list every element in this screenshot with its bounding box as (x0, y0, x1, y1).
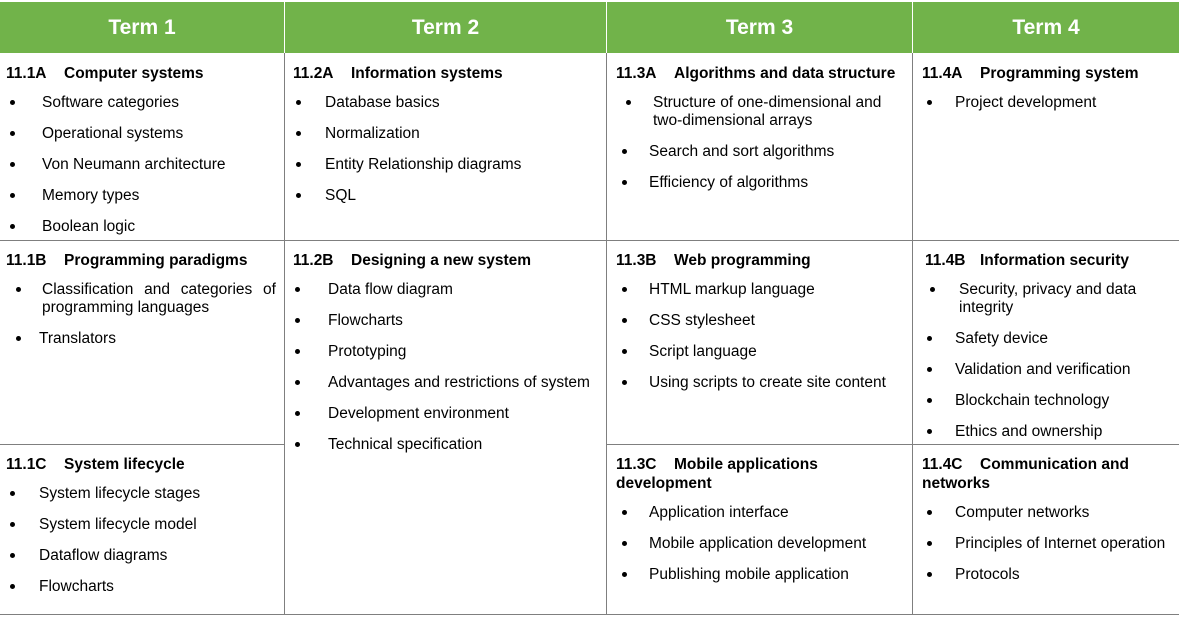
list-item (925, 281, 1177, 317)
bullet-icon (622, 380, 627, 385)
section-11-4b (925, 251, 1177, 454)
list-item (616, 343, 908, 361)
header-term-2 (285, 2, 606, 53)
section-name: Designing a new system (351, 252, 532, 269)
section-11-3a (616, 64, 908, 205)
header-term-4 (913, 2, 1179, 53)
bullet-icon (927, 541, 932, 546)
section-name: System lifecycle (64, 456, 185, 473)
list-item-text: Database basics (325, 94, 440, 111)
list-item-text: Application interface (649, 504, 789, 521)
bullet-icon (296, 100, 301, 105)
section-title (293, 251, 603, 270)
section-name: Programming system (980, 65, 1139, 82)
list-item-text: Security, privacy and data integrity (959, 281, 1137, 316)
header-term-3-label: Term 3 (725, 15, 794, 39)
list-item-text: Flowcharts (39, 578, 114, 595)
list-item-text: Mobile application development (649, 535, 867, 552)
list-item (6, 218, 276, 236)
list-item (6, 187, 276, 205)
list-item (6, 156, 276, 174)
section-name: Programming paradigms (64, 252, 248, 269)
list-item-text: Entity Relationship diagrams (325, 156, 522, 173)
bullet-icon (10, 131, 15, 136)
section-title (922, 455, 1152, 493)
header-divider-2 (606, 2, 607, 53)
bullet-icon (295, 318, 300, 323)
bullet-icon (622, 541, 627, 546)
bullet-icon (622, 287, 627, 292)
section-name: Computer systems (64, 65, 204, 82)
header-term-3 (607, 2, 912, 53)
list-item-text: Validation and verification (955, 361, 1131, 378)
list-item (925, 423, 1177, 441)
section-code: 11.4C (922, 456, 963, 473)
bullet-icon (10, 522, 15, 527)
section-code: 11.1C (6, 456, 47, 473)
list-item-text: Flowcharts (328, 312, 403, 329)
list-item-text: Computer networks (955, 504, 1090, 521)
bullet-icon (10, 193, 15, 198)
section-code: 11.3C (616, 456, 657, 473)
list-item-text: Script language (649, 343, 757, 360)
section-code: 11.1B (6, 252, 47, 269)
list-item-text: Boolean logic (42, 218, 136, 235)
list-item-text: Technical specification (328, 436, 483, 453)
header-divider-1 (284, 2, 285, 53)
bullet-icon (296, 193, 301, 198)
list-item (925, 392, 1177, 410)
section-title (616, 251, 908, 270)
section-11-4a (922, 64, 1176, 125)
list-item (6, 94, 276, 112)
bullet-icon (10, 491, 15, 496)
column-divider-3 (912, 2, 913, 615)
list-item (293, 405, 603, 423)
list-item (616, 566, 908, 584)
bullet-icon (10, 553, 15, 558)
list-item (616, 281, 908, 299)
section-11-1b (6, 251, 276, 361)
list-item (6, 547, 276, 565)
list-item-text: System lifecycle stages (39, 485, 201, 502)
list-item (922, 535, 1177, 553)
list-item (6, 125, 276, 143)
list-item (925, 361, 1177, 379)
bullet-icon (930, 287, 935, 292)
section-title (293, 64, 601, 83)
section-name: Web programming (674, 252, 811, 269)
section-code: 11.2B (293, 252, 334, 269)
list-item-text: Safety device (955, 330, 1049, 347)
bullet-icon (16, 336, 21, 341)
list-item-text: Classification and categories of programming languages (42, 281, 276, 316)
list-item-text: Efficiency of algorithms (649, 174, 809, 191)
list-item (6, 330, 276, 348)
header-term-4-label: Term 4 (1012, 15, 1080, 39)
list-item (922, 94, 1176, 112)
list-item (6, 485, 276, 503)
bullet-icon (927, 510, 932, 515)
list-item (293, 312, 603, 330)
section-code: 11.4A (922, 65, 963, 82)
list-item-text: Von Neumann architecture (42, 156, 226, 173)
list-item (293, 374, 603, 392)
list-item-text: Dataflow diagrams (39, 547, 168, 564)
list-item (616, 94, 908, 130)
list-item (616, 312, 908, 330)
column-divider-2 (606, 2, 607, 615)
list-item-text: Operational systems (42, 125, 184, 142)
list-item-text: Software categories (42, 94, 179, 111)
list-item-text: System lifecycle model (39, 516, 197, 533)
list-item-text: Normalization (325, 125, 420, 142)
list-item-text: Advantages and restrictions of system (328, 374, 590, 391)
table-bottom-border (0, 614, 1179, 615)
bullet-icon (622, 510, 627, 515)
section-code: 11.1A (6, 65, 47, 82)
bullet-icon (296, 131, 301, 136)
section-title (6, 455, 276, 474)
list-item (293, 187, 601, 205)
bullet-icon (622, 572, 627, 577)
section-11-2a (293, 64, 601, 218)
bullet-icon (10, 584, 15, 589)
list-item-text: Principles of Internet operation (955, 535, 1166, 552)
bullet-icon (927, 336, 932, 341)
section-code: 11.4B (925, 252, 966, 269)
list-item-text: Data flow diagram (328, 281, 453, 298)
bullet-icon (295, 442, 300, 447)
bullet-icon (16, 287, 21, 292)
list-item (6, 281, 276, 317)
section-name: Communication and networks (922, 456, 1129, 492)
list-item (293, 125, 601, 143)
section-title (6, 251, 276, 270)
bullet-icon (10, 224, 15, 229)
list-item-text: HTML markup language (649, 281, 815, 298)
list-item (922, 504, 1177, 522)
section-11-1c (6, 455, 276, 609)
bullet-icon (927, 572, 932, 577)
list-item-text: Translators (39, 330, 116, 347)
bullet-icon (296, 162, 301, 167)
list-item (6, 578, 276, 596)
list-item (616, 174, 908, 192)
list-item-text: Project development (955, 94, 1097, 111)
bullet-icon (295, 349, 300, 354)
bullet-icon (626, 100, 631, 105)
section-name: Information security (980, 252, 1129, 269)
header-term-1 (0, 2, 284, 53)
list-item (6, 516, 276, 534)
list-item-text: Memory types (42, 187, 140, 204)
section-11-2b (293, 251, 603, 467)
section-title (922, 64, 1176, 83)
list-item-text: Protocols (955, 566, 1020, 583)
section-name: Information systems (351, 65, 503, 82)
column-divider-1 (284, 2, 285, 615)
section-11-4c (922, 455, 1177, 597)
section-title (6, 64, 276, 83)
list-item-text: SQL (325, 187, 357, 204)
section-11-3b (616, 251, 908, 405)
list-item (616, 504, 908, 522)
header-term-2-label: Term 2 (411, 15, 480, 39)
list-item (293, 94, 601, 112)
list-item (293, 436, 603, 454)
list-item (293, 156, 601, 174)
list-item-text: Ethics and ownership (955, 423, 1103, 440)
section-code: 11.2A (293, 65, 334, 82)
list-item (925, 330, 1177, 348)
section-code: 11.3B (616, 252, 657, 269)
bullet-icon (622, 318, 627, 323)
list-item-text: Search and sort algorithms (649, 143, 835, 160)
list-item (922, 566, 1177, 584)
list-item-text: Using scripts to create site content (649, 374, 886, 391)
section-title (925, 251, 1177, 270)
list-item-text: Blockchain technology (955, 392, 1110, 409)
header-term-1-label: Term 1 (108, 15, 176, 39)
bullet-icon (10, 162, 15, 167)
section-name: Algorithms and data structure (674, 65, 896, 82)
bullet-icon (622, 180, 627, 185)
section-title (616, 455, 856, 493)
list-item (293, 281, 603, 299)
bullet-icon (10, 100, 15, 105)
list-item (293, 343, 603, 361)
bullet-icon (295, 411, 300, 416)
list-item-text: Publishing mobile application (649, 566, 849, 583)
bullet-icon (622, 349, 627, 354)
bullet-icon (295, 380, 300, 385)
bullet-icon (927, 367, 932, 372)
list-item (616, 374, 908, 392)
row-divider-term1 (0, 444, 284, 445)
section-code: 11.3A (616, 65, 657, 82)
list-item (616, 535, 908, 553)
list-item (616, 143, 908, 161)
header-divider-3 (912, 2, 913, 53)
list-item-text: Development environment (328, 405, 509, 422)
bullet-icon (927, 398, 932, 403)
bullet-icon (295, 287, 300, 292)
section-name: Mobile applications development (616, 456, 818, 492)
list-item-text: CSS stylesheet (649, 312, 755, 329)
bullet-icon (927, 429, 932, 434)
section-11-1a (6, 64, 276, 249)
section-title (616, 64, 908, 83)
list-item-text: Structure of one-dimensional and two-dimensional arrays (653, 94, 882, 129)
bullet-icon (927, 100, 932, 105)
list-item-text: Prototyping (328, 343, 407, 360)
section-11-3c (616, 455, 908, 597)
bullet-icon (622, 149, 627, 154)
